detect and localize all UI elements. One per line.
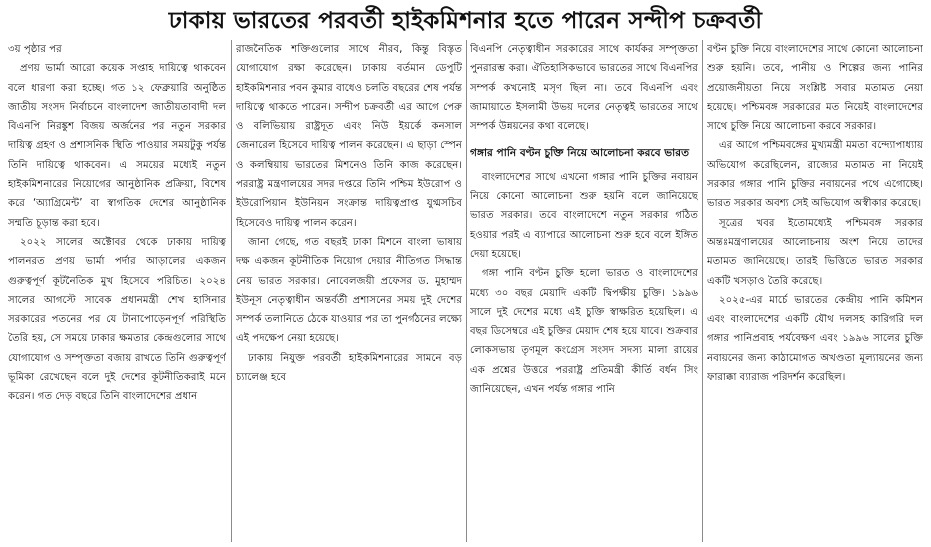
paragraph: প্রণয় ভার্মা আরো কয়েক সপ্তাহ দায়িত্বে থাকবেন বলে ধারণা করা হচ্ছে। গত ১২ ফেব্রুয়ারি অনুষ্ঠিত জাতীয় সংসদ নির্বাচনে বাংলাদেশ জাতীয়তাবাদী দল বিএনপি নিরঙ্কুশ বিজয় অর্জনের পর নতুন সরকার দায়িত্ব গ্রহণ ও প্রশাসনিক স্থিতি পাওয়ার সময়টুকু পর্যন্ত তিনি দায়িত্বে থাকবেন। এ সময়ের মধ্যেই নতুন হাইকমিশনারের নিয়োগের আনুষ্ঠানিক প্রক্রিয়া, বিশেষ করে ‘অ্যাগ্রিমেন্ট’ বা স্বাগতিক দেশের আনুষ্ঠানিক সম্মতি চূড়ান্ত করা হবে।: [8, 63, 226, 229]
paragraph: জানা গেছে, গত বছরই ঢাকা মিশনে বাংলা ভাষায় দক্ষ একজন কূটনীতিক নিয়োগ দেয়ার নীতিগত সিদ্ধান্ত নেয় ভারত সরকার। নোবেলজয়ী প্রফেসর ড. মুহাম্মদ ইউনূস নেতৃত্বাধীন অন্তর্বর্তী প্রশাসনের সময় দুই দেশের সম্পর্ক তলানিতে ঠেকে যাওয়ার পর তা পুনর্গঠনের লক্ষ্যে এই পদক্ষেপ নেয়া হয়েছে।: [236, 236, 462, 345]
paragraph: রাজনৈতিক শক্তিগুলোর সাথে নীরব, কিন্তু বিস্তৃত যোগাযোগ রক্ষা করেছেন। ঢাকায় বর্তমান ডেপুটি হাইকমিশনার পবন কুমার বাধেও চলতি বছরের শেষ পর্যন্ত দায়িত্বে থাকতে পারেন। সন্দীপ চক্রবর্তী এর আগে পেরু ও বলিভিয়ায় রাষ্ট্রদূত এবং নিউ ইয়র্কে কনসাল জেনারেল হিসেবে দায়িত্ব পালন করেছেন। এ ছাড়া স্পেন ও কলম্বিয়ায় ভারতের মিশনেও তিনি কাজ করেছেন। পররাষ্ট্র মন্ত্রণালয়ের সদর দপ্তরে তিনি পশ্চিম ইউরোপ ও ইউরোপিয়ান ইউনিয়ন সংক্রান্ত দায়িত্বপ্রাপ্ত যুগ্মসচিব হিসেবেও দায়িত্ব পালন করেন।: [236, 44, 462, 229]
paragraph: বণ্টন চুক্তি নিয়ে বাংলাদেশের সাথে কোনো আলোচনা শুরু হয়নি। তবে, পানীয় ও শিল্পের জন্য পানির প্রয়োজনীয়তা নিয়ে সংশ্লিষ্ট সবার মতামত নেয়া হয়েছে। পশ্চিমবঙ্গ সরকারের মত নিয়েই বাংলাদেশের সাথে চুক্তি নিয়ে আলোচনা করবে সরকার।: [707, 44, 923, 133]
paragraph: গঙ্গা পানি বণ্টন চুক্তি হলো ভারত ও বাংলাদেশের মধ্যে ৩০ বছর মেয়াদি একটি দ্বিপক্ষীয় চুক্তি। ১৯৯৬ সালে দুই দেশের মধ্যে এই চুক্তি স্বাক্ষরিত হয়েছিল। এ বছর ডিসেম্বরে এই চুক্তির মেয়াদ শেষ হয়ে যাবে। শুক্রবার লোকসভায় তৃণমূল কংগ্রেস সংসদ সদস্য মালা রায়ের এক প্রশ্নের উত্তরে পররাষ্ট্র প্রতিমন্ত্রী কীর্তি বর্ধন সিং জানিয়েছেন, এখন পর্যন্ত গঙ্গার পানি: [470, 268, 698, 396]
subheading: গঙ্গার পানি বণ্টন চুক্তি নিয়ে আলোচনা করবে ভারত: [470, 147, 690, 160]
continued-from-label: ৩য় পৃষ্ঠার পর: [8, 44, 62, 55]
column-divider: [231, 40, 232, 542]
paragraph: এর আগে পশ্চিমবঙ্গের মুখ্যমন্ত্রী মমতা বন্দ্যোপাধ্যায় অভিযোগ করেছিলেন, রাজ্যের মতামত না নিয়েই সরকার গঙ্গার পানি চুক্তির নবায়নের পথে এগোচ্ছে। ভারত সরকার অবশ্য সেই অভিযোগ অস্বীকার করেছে।: [707, 140, 923, 210]
column-3: [470, 40, 698, 545]
column-2: [236, 40, 462, 545]
column-divider: [466, 40, 467, 542]
paragraph: বাংলাদেশের সাথে এখনো গঙ্গার পানি চুক্তির নবায়ন নিয়ে কোনো আলোচনা শুরু হয়নি বলে জানিয়েছে ভারত সরকার। তবে বাংলাদেশে নতুন সরকার গঠিত হওয়ার পরই এ ব্যাপারে আলোচনা শুরু হবে বলে ইঙ্গিত দেয়া হয়েছে।: [470, 171, 698, 260]
column-4: [707, 40, 923, 545]
paragraph: ২০২৫-এর মার্চে ভারতের কেন্দ্রীয় পানি কমিশন এবং বাংলাদেশের একটি যৌথ দলসহ কারিগরি দল গঙ্গার পানিপ্রবাহ পর্যবেক্ষণ এবং ১৯৯৬ সালের চুক্তি নবায়নের জন্য কাঠামোগত অখণ্ডতা মূল্যায়নের জন্য ফারাক্কা ব্যারাজ পরিদর্শন করেছিল।: [707, 294, 923, 384]
column-1: [8, 40, 226, 545]
paragraph: সূত্রের খবর ইতোমধ্যেই পশ্চিমবঙ্গ সরকার অন্তঃমন্ত্রণালয়ের আলোচনায় অংশ নিয়ে তাদের মতামত জানিয়েছে। তারই ভিত্তিতে ভারত সরকার একটি খসড়াও তৈরি করেছে।: [707, 217, 923, 287]
article-headline: ঢাকায় ভারতের পরবর্তী হাইকমিশনার হতে পারেন সন্দীপ চক্রবর্তী: [168, 8, 763, 34]
column-divider: [702, 40, 703, 542]
paragraph: বিএনপি নেতৃত্বাধীন সরকারের সাথে কার্যকর সম্পৃক্ততা পুনরারম্ভ করা। ঐতিহাসিকভাবে ভারতের সাথে বিএনপির সম্পর্ক কখনোই মসৃণ ছিল না। তবে বিএনপি এবং জামায়াতে ইসলামী উভয় দলের নেতৃত্বই ভারতের সাথে সম্পর্ক উন্নয়নের কথা বলেছে।: [470, 44, 698, 133]
paragraph: ২০২২ সালের অক্টোবর থেকে ঢাকায় দায়িত্ব পালনরত প্রণয় ভার্মা পর্দার আড়ালের একজন গুরুত্বপূর্ণ কূটনৈতিক মুখ হিসেবে পরিচিত। ২০২৪ সালের আগস্টে সাবেক প্রধানমন্ত্রী শেখ হাসিনার সরকারের পতনের পর যে টানাপোড়েনপূর্ণ পরিস্থিতি তৈরি হয়, সে সময়ে ঢাকার ক্ষমতার কেন্দ্রগুলোর সাথে যোগাযোগ ও সম্পৃক্ততা বজায় রাখতে তিনি গুরুত্বপূর্ণ ভূমিকা রেখেছেন বলে দুই দেশের কূটনীতিকরাই মনে করেন। গত দেড় বছরে তিনি বাংলাদেশের প্রধান: [8, 236, 226, 403]
paragraph: ঢাকায় নিযুক্ত পরবর্তী হাইকমিশনারের সামনে বড় চ্যালেঞ্জ হবে: [236, 352, 462, 384]
